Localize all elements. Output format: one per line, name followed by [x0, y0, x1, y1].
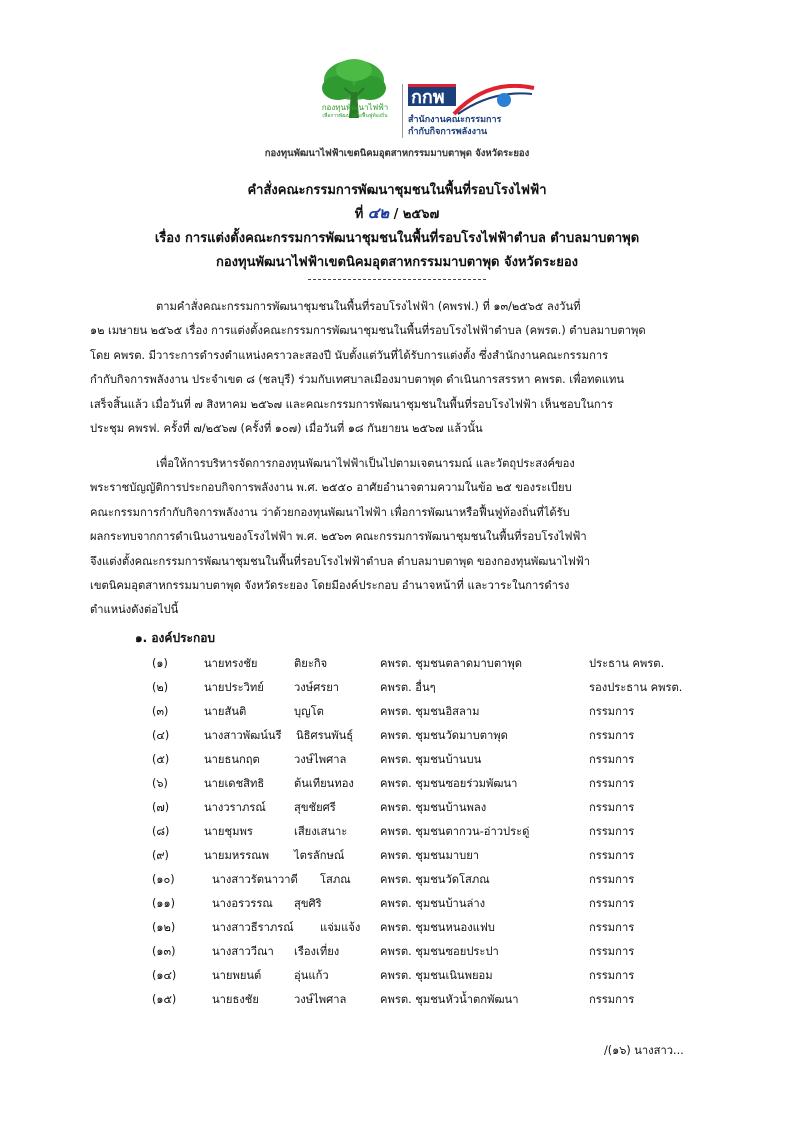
- member-row: [0, 724, 794, 748]
- paragraph-line: เพื่อให้การบริหารจัดการกองทุนพัฒนาไฟฟ้าเป็นไปตามเจตนารมณ์ และวัตถุประสงค์ของ: [156, 457, 575, 470]
- member-row: [0, 772, 794, 796]
- member-row: [0, 940, 794, 964]
- paragraph-line: โดย คพรต. มีวาระการดำรงตำแหน่งคราวละสองปี นับตั้งแต่วันที่ได้รับการแต่งตั้ง ซึ่งสำนักงานคณะกรรมการ: [90, 348, 609, 362]
- paragraph-line: ตามคำสั่งคณะกรรมการพัฒนาชุมชนในพื้นที่รอบโรงไฟฟ้า (คพรฟ.) ที่ ๑๓/๒๕๖๕ ลงวันที่: [156, 300, 581, 313]
- member-community: คพรต. ชุมชนมาบยา: [380, 849, 480, 862]
- paragraph-line: คณะกรรมการกำกับกิจการพลังงาน ว่าด้วยกองทุนพัฒนาไฟฟ้า เพื่อการพัฒนาหรือฟื้นฟูท้องถิ่นที่ได้รับ: [90, 505, 570, 519]
- member-surname: ไตรลักษณ์: [294, 849, 345, 862]
- member-role: รองประธาน คพรต.: [589, 681, 683, 694]
- member-community: คพรต. ชุมชนเนินพยอม: [380, 969, 493, 982]
- order-label: ที่: [354, 207, 364, 222]
- member-name: นางสาวธีราภรณ์: [212, 921, 294, 934]
- member-name: นายสันติ: [204, 705, 247, 718]
- member-role: กรรมการ: [589, 753, 635, 766]
- member-community: คพรต. ชุมชนวัดโสภณ: [380, 873, 490, 886]
- member-no: (๒): [152, 681, 169, 694]
- order-title: คำสั่งคณะกรรมการพัฒนาชุมชนในพื้นที่รอบโรงไฟฟ้า: [247, 183, 547, 198]
- member-name: นายทรงชัย: [204, 657, 258, 670]
- member-no: (๙): [152, 849, 169, 862]
- member-surname: ต้นเทียนทอง: [294, 777, 354, 790]
- member-name: นายพยนต์: [212, 969, 262, 982]
- order-subject: เรื่อง การแต่งตั้งคณะกรรมการพัฒนาชุมชนในพื้นที่รอบโรงไฟฟ้าตำบล ตำบลมาบตาพุด: [154, 231, 640, 246]
- member-no: (๔): [152, 729, 170, 742]
- fund-logo-caption: กองทุนพัฒนาไฟฟ้า: [321, 103, 389, 112]
- member-role: กรรมการ: [589, 801, 635, 814]
- paragraph-line: ตำแหน่งดังต่อไปนี้: [90, 603, 179, 617]
- member-role: กรรมการ: [589, 921, 635, 934]
- erc-name-line1: สำนักงานคณะกรรมการ: [408, 115, 502, 125]
- logo-divider: [402, 84, 403, 138]
- member-community: คพรต. ชุมชนบ้านพลง: [380, 801, 487, 814]
- member-community: คพรต. ชุมชนซอยร่วมพัฒนา: [380, 777, 518, 790]
- member-surname: สุขชัยศรี: [294, 801, 336, 814]
- member-surname: วงษ์ศรยา: [294, 681, 340, 694]
- member-surname: วงษ์ไพศาล: [294, 993, 347, 1006]
- member-row: [0, 652, 794, 676]
- member-no: (๑๓): [152, 945, 176, 958]
- order-number-line: [0, 206, 794, 221]
- member-name: นายชุมพร: [204, 825, 253, 838]
- paragraph-line: ผลกระทบจากการดำเนินงานของโรงไฟฟ้า พ.ศ. ๒๕๖๓ คณะกรรมการพัฒนาชุมชนในพื้นที่รอบโรงไฟฟ้า: [90, 530, 587, 544]
- member-role: กรรมการ: [589, 945, 635, 958]
- member-row: [0, 964, 794, 988]
- erc-logo-letters: กกพ: [411, 87, 445, 107]
- member-surname: อุ่นแก้ว: [294, 969, 329, 982]
- member-name: นายธงชัย: [212, 993, 259, 1006]
- member-row: [0, 700, 794, 724]
- paragraph-line: ประชุม คพรฟ. ครั้งที่ ๗/๒๕๖๗ (ครั้งที่ ๑๐๗) เมื่อวันที่ ๑๘ กันยายน ๒๕๖๗ แล้วนั้น: [90, 422, 483, 436]
- member-name: นางสาวรัตนาวาดี: [212, 873, 298, 886]
- member-community: คพรต. ชุมชนบ้านบน: [380, 753, 482, 766]
- member-name: นายมหรรณพ: [204, 849, 270, 862]
- paragraph-1: [90, 295, 707, 441]
- member-role: กรรมการ: [589, 705, 635, 718]
- member-role: ประธาน คพรต.: [589, 657, 665, 670]
- member-row: [0, 748, 794, 772]
- member-no: (๑๑): [152, 897, 175, 910]
- member-no: (๑๒): [152, 921, 176, 934]
- member-no: (๓): [152, 705, 169, 718]
- member-role: กรรมการ: [589, 897, 635, 910]
- member-community: คพรต. ชุมชนหนองแฟบ: [380, 921, 495, 934]
- paragraph-2: [90, 452, 707, 623]
- member-no: (๑๔): [152, 969, 177, 982]
- member-surname: เสียงเสนาะ: [294, 825, 348, 838]
- member-surname: วงษ์ไพศาล: [294, 753, 347, 766]
- paragraph-line: จึงแต่งตั้งคณะกรรมการพัฒนาชุมชนในพื้นที่รอบโรงไฟฟ้าตำบล ตำบลมาบตาพุด ของกองทุนพัฒนาไฟฟ้า: [90, 554, 591, 568]
- member-row: [0, 868, 794, 892]
- order-number-handwritten: ๔๒: [367, 204, 390, 222]
- member-role: กรรมการ: [589, 825, 635, 838]
- member-surname: โสภณ: [320, 873, 351, 886]
- member-name: นางวราภรณ์: [204, 801, 266, 814]
- paragraph-line: เสร็จสิ้นแล้ว เมื่อวันที่ ๗ สิงหาคม ๒๕๖๗ และคณะกรรมการพัฒนาชุมชนในพื้นที่รอบโรงไฟฟ้า เห็นชอบในการ: [90, 397, 613, 411]
- member-community: คพรต. ชุมชนบ้านล่าง: [380, 897, 486, 910]
- member-role: กรรมการ: [589, 969, 635, 982]
- fund-subtitle: กองทุนพัฒนาไฟฟ้าเขตนิคมอุตสาหกรรมมาบตาพุด จังหวัดระยอง: [264, 148, 530, 159]
- member-no: (๕): [152, 753, 170, 766]
- member-role: กรรมการ: [589, 873, 635, 886]
- paragraph-line: กำกับกิจการพลังงาน ประจำเขต ๘ (ชลบุรี) ร่วมกับเทศบาลเมืองมาบตาพุด ดำเนินการสรรหา คพรต. เพื่อทดแทน: [90, 373, 625, 387]
- member-surname: แจ่มแจ้ง: [320, 921, 361, 934]
- member-community: คพรต. ชุมชนหัวน้ำตกพัฒนา: [380, 993, 519, 1006]
- member-role: กรรมการ: [589, 849, 635, 862]
- member-surname: สุขศิริ: [294, 897, 322, 910]
- member-row: [0, 988, 794, 1012]
- member-no: (๑): [152, 657, 168, 670]
- member-row: [0, 796, 794, 820]
- member-community: คพรต. ชุมชนซอยประปา: [380, 945, 499, 958]
- member-row: [0, 844, 794, 868]
- member-name: นายธนกฤต: [204, 753, 260, 766]
- member-role: กรรมการ: [589, 777, 635, 790]
- member-no: (๖): [152, 777, 168, 790]
- order-year: / ๒๕๖๗: [393, 207, 440, 222]
- member-name: นางสาวพัฒน์นรี: [204, 729, 282, 742]
- member-name: นางสาววีณา: [212, 945, 274, 958]
- tree-logo-icon: [318, 58, 390, 138]
- paragraph-line: พระราชบัญญัติการประกอบกิจการพลังงาน พ.ศ. ๒๕๕๐ อาศัยอำนาจตามความในข้อ ๒๕ ของระเบียบ: [90, 481, 572, 495]
- continuation-note: /(๑๖) นางสาว...: [604, 1044, 684, 1057]
- member-row: [0, 820, 794, 844]
- fund-logo-caption-small: เพื่อการพัฒนาหรือฟื้นฟูท้องถิ่น: [322, 113, 388, 119]
- member-community: คพรต. ชุมชนตลาดมาบตาพุด: [380, 657, 523, 670]
- section-1-title: ๑. องค์ประกอบ: [135, 631, 216, 645]
- member-surname: นิธิศรนพันธุ์: [296, 729, 354, 742]
- paragraph-line: เขตนิคมอุตสาหกรรมมาบตาพุด จังหวัดระยอง โดยมีองค์ประกอบ อำนาจหน้าที่ และวาระในการดำรง: [90, 579, 570, 593]
- erc-name-line2: กำกับกิจการพลังงาน: [408, 127, 488, 137]
- member-surname: ติยะกิจ: [294, 657, 328, 670]
- member-surname: บุญโต: [294, 705, 324, 718]
- member-no: (๘): [152, 825, 170, 838]
- heading-divider: [308, 279, 486, 280]
- member-row: [0, 676, 794, 700]
- order-subject-2: กองทุนพัฒนาไฟฟ้าเขตนิคมอุตสาหกรรมมาบตาพุด จังหวัดระยอง: [215, 255, 579, 270]
- member-row: [0, 892, 794, 916]
- member-no: (๗): [152, 801, 170, 814]
- member-surname: เรืองเที่ยง: [294, 945, 340, 958]
- member-role: กรรมการ: [589, 729, 635, 742]
- member-no: (๑๐): [152, 873, 175, 886]
- member-no: (๑๕): [152, 993, 177, 1006]
- paragraph-line: ๑๒ เมษายน ๒๕๖๕ เรื่อง การแต่งตั้งคณะกรรมการพัฒนาชุมชนในพื้นที่รอบโรงไฟฟ้าตำบล (คพรต.) ตำบลมาบตาพุด: [90, 324, 646, 338]
- member-row: [0, 916, 794, 940]
- header-logos: [0, 58, 794, 140]
- member-community: คพรต. อื่นๆ: [380, 681, 436, 694]
- member-name: นางอรวรรณ: [212, 897, 273, 910]
- member-community: คพรต. ชุมชนวัดมาบตาพุด: [380, 729, 508, 742]
- member-community: คพรต. ชุมชนตากวน-อ่าวประดู่: [380, 825, 530, 838]
- member-name: นายประวิทย์: [204, 681, 264, 694]
- member-name: นายเดชสิทธิ: [204, 777, 265, 790]
- member-role: กรรมการ: [589, 993, 635, 1006]
- member-community: คพรต. ชุมชนอิสลาม: [380, 705, 480, 718]
